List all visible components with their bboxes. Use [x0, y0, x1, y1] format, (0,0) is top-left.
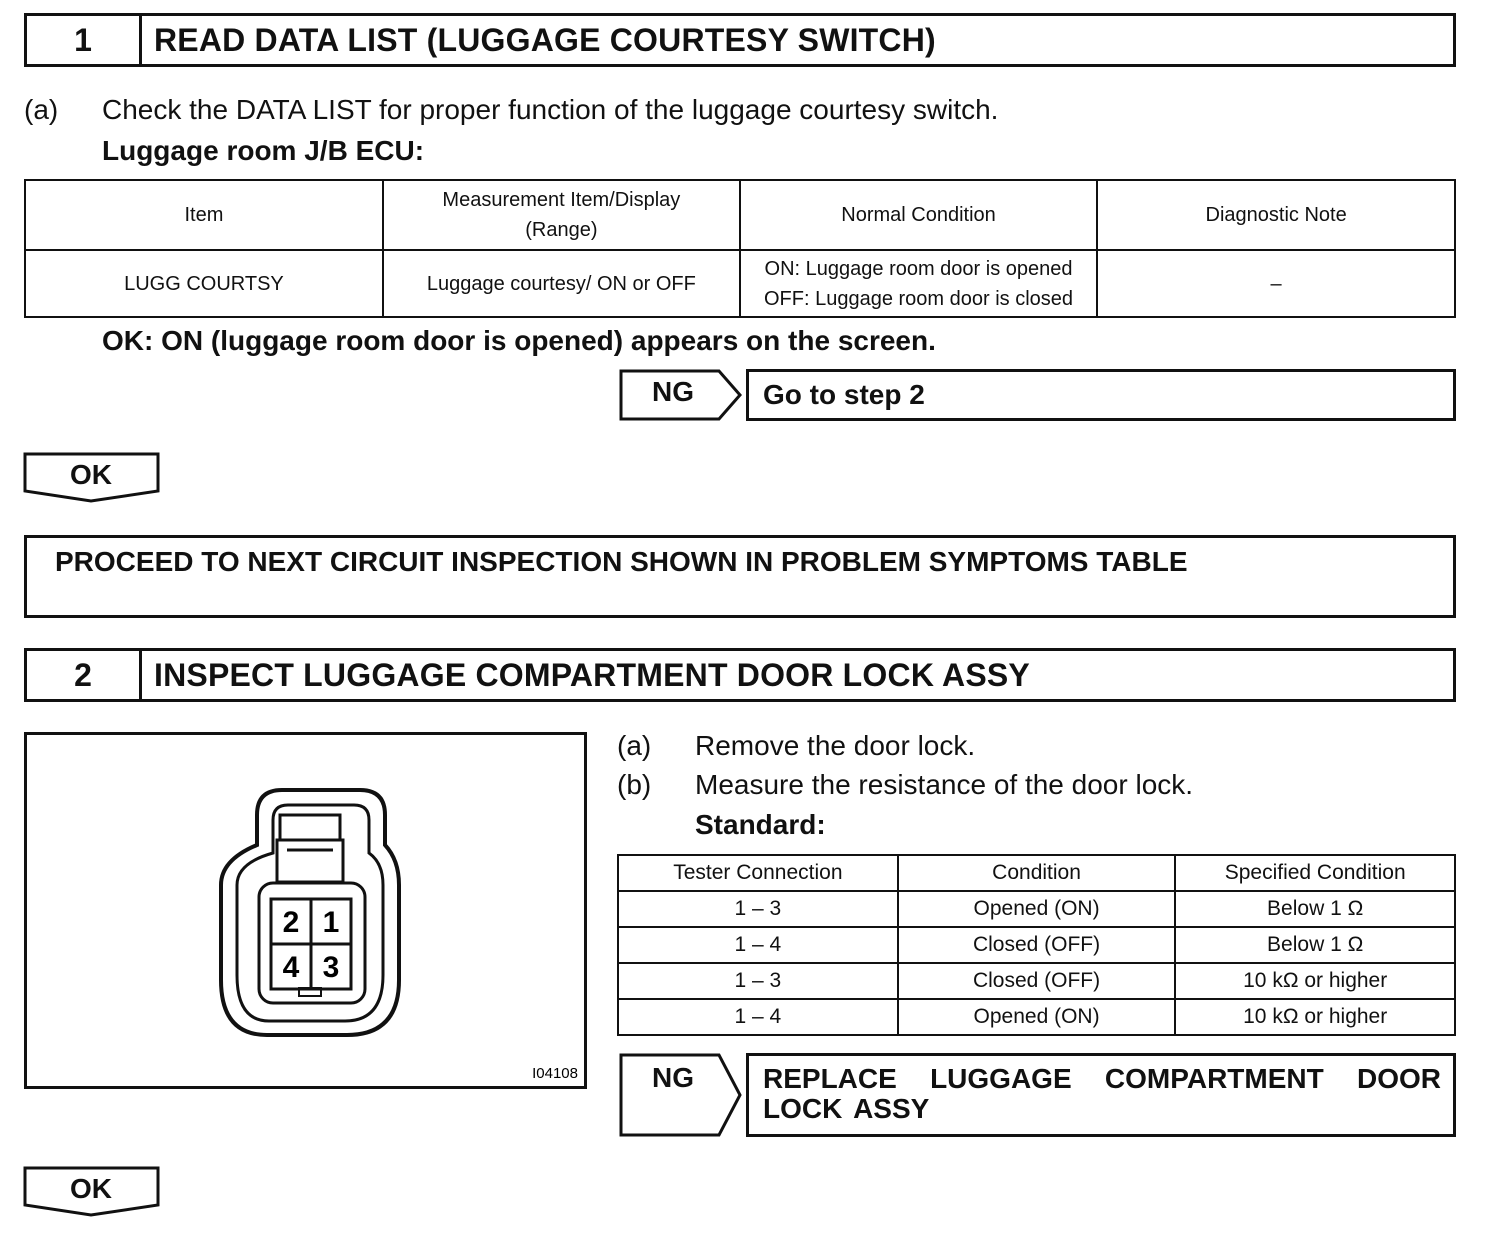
connector-drawing: [27, 735, 584, 1086]
instruction-label: (a): [24, 94, 59, 125]
step-2-instruction-b: [617, 769, 1447, 801]
ok-criteria: OK: ON (luggage room door is opened) appears on the screen.: [102, 325, 936, 356]
step-2-instruction-a: [617, 730, 1447, 762]
cell-note: –: [1097, 250, 1455, 317]
ng-action-2: REPLACE LUGGAGE COMPARTMENT DOOR LOCK ASSY: [763, 1063, 1441, 1124]
step-1-instruction: [24, 94, 1324, 126]
proceed-box: [24, 535, 1456, 618]
instruction-a-text: Remove the door lock.: [695, 730, 976, 761]
cell-connection: 1 – 4: [618, 927, 898, 963]
cell-item: LUGG COURTSY: [25, 250, 383, 317]
pin-1-label: 1: [322, 906, 340, 939]
header-condition: Condition: [898, 855, 1176, 891]
cell-connection: 1 – 4: [618, 999, 898, 1035]
data-list-table: [24, 179, 1456, 318]
ok-label: OK: [70, 459, 112, 490]
cell-connection: 1 – 3: [618, 891, 898, 927]
cell-condition: Closed (OFF): [898, 927, 1176, 963]
step-2-number: 2: [27, 651, 142, 699]
cell-specified: Below 1 Ω: [1175, 891, 1455, 927]
cell-condition: Opened (ON): [898, 999, 1176, 1035]
ng-action: Go to step 2: [763, 379, 925, 410]
lock-tab: [280, 815, 340, 840]
pin-3-label: 3: [322, 951, 340, 984]
ng-label-2: NG: [652, 1062, 694, 1093]
normal-on: ON: Luggage room door is opened: [764, 257, 1073, 280]
instruction-b-text: Measure the resistance of the door lock.: [695, 769, 1194, 800]
step-1-number: 1: [27, 16, 142, 64]
lock-body: [277, 840, 343, 882]
ng-label: NG: [652, 376, 694, 407]
ecu-subheading: Luggage room J/B ECU:: [102, 135, 425, 166]
figure-id: I04108: [532, 1065, 578, 1082]
cell-measurement: Luggage courtesy/ ON or OFF: [383, 250, 740, 317]
standard-label: Standard:: [695, 809, 826, 840]
resistance-table: [617, 854, 1456, 1036]
pin-2-label: 2: [282, 906, 300, 939]
pin-4-label: 4: [282, 951, 300, 984]
table-row: [618, 891, 1455, 927]
header-diagnostic-note: Diagnostic Note: [1097, 180, 1455, 250]
cell-specified: 10 kΩ or higher: [1175, 963, 1455, 999]
header-tester-connection: Tester Connection: [618, 855, 898, 891]
ng-action-box: [746, 369, 1456, 421]
instruction-a-label: (a): [617, 730, 652, 761]
cell-specified: Below 1 Ω: [1175, 927, 1455, 963]
header-measurement: Measurement Item/Display (Range): [383, 180, 740, 250]
header-specified-condition: Specified Condition: [1175, 855, 1455, 891]
step-1-title: READ DATA LIST (LUGGAGE COURTESY SWITCH): [154, 21, 936, 58]
normal-off: OFF: Luggage room door is closed: [764, 287, 1074, 310]
table-row: [618, 927, 1455, 963]
cell-condition: Opened (ON): [898, 891, 1176, 927]
table-row: [618, 963, 1455, 999]
instruction-b-label: (b): [617, 769, 652, 800]
cell-connection: 1 – 3: [618, 963, 898, 999]
cell-normal-condition: [740, 250, 1097, 317]
header-item: Item: [25, 180, 383, 250]
header-normal-condition: Normal Condition: [740, 180, 1097, 250]
proceed-text: PROCEED TO NEXT CIRCUIT INSPECTION SHOWN IN PROBLEM SYMPTOMS TABLE: [55, 546, 1188, 577]
instruction-text: Check the DATA LIST for proper function of the luggage courtesy switch.: [102, 94, 999, 125]
step-2-title: INSPECT LUGGAGE COMPARTMENT DOOR LOCK ASSY: [154, 656, 1030, 693]
cell-specified: 10 kΩ or higher: [1175, 999, 1455, 1035]
connector-diagram: [24, 732, 587, 1089]
step-2-header: [24, 648, 1456, 702]
ng-action-box-2: [746, 1053, 1456, 1137]
cell-condition: Closed (OFF): [898, 963, 1176, 999]
ok-label-2: OK: [70, 1173, 112, 1204]
table-row: [618, 999, 1455, 1035]
step-1-header: [24, 13, 1456, 67]
